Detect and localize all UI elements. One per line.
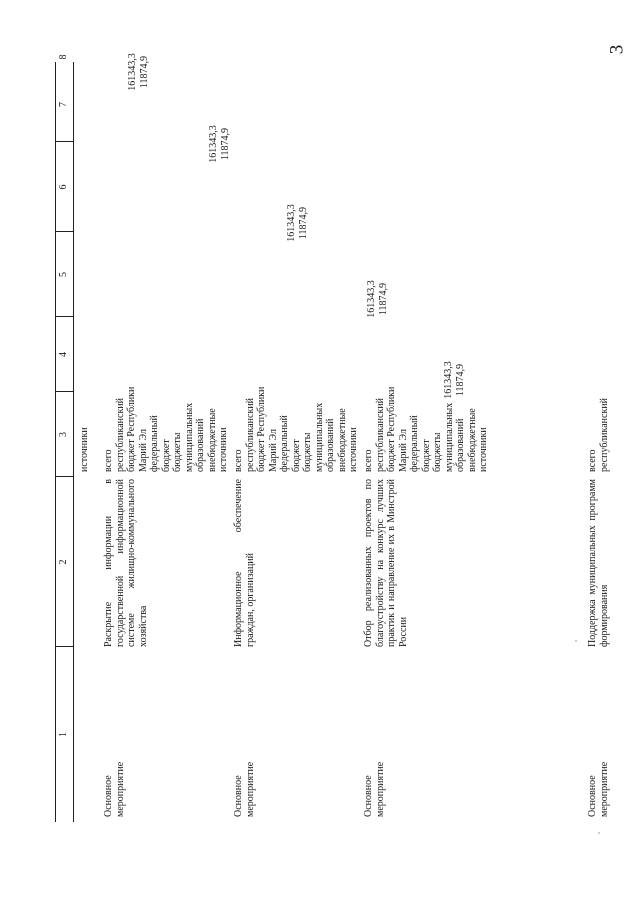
- value-col-7: 161343,3 11874,9: [208, 125, 231, 163]
- column-header-8: 8: [58, 54, 69, 60]
- funding-sources: всего республиканский бюджет Республики Марий Эл федеральный бюджет бюджеты муниципальных образований внебюджетные источники: [233, 386, 359, 472]
- header-bottom-border: [73, 62, 74, 822]
- column-header-5: 5: [58, 272, 69, 277]
- carryover-text: источники: [79, 427, 90, 472]
- column-header-1: 1: [58, 732, 69, 737]
- scan-speck: [598, 832, 600, 834]
- value-col-8: 161343,3 11874,9: [127, 53, 150, 91]
- row-name: Раскрытие информации в государственной информационной системе жилищно-коммунального хозяйства: [103, 479, 149, 647]
- funding-table: [55, 53, 639, 822]
- page-number: 3: [606, 44, 628, 55]
- column-header-4: 4: [58, 352, 69, 357]
- funding-sources-partial: всего республиканский: [587, 397, 610, 472]
- funding-sources: всего республиканский бюджет Республики Марий Эл федеральный бюджет бюджеты муниципальных образований внебюджетные источники: [103, 386, 229, 472]
- row-type: Основное мероприятие: [587, 761, 610, 817]
- value-col-5: 161343,3 11874,9: [366, 280, 389, 318]
- row-type: Основное мероприятие: [233, 761, 256, 817]
- row-type: Основное мероприятие: [363, 761, 386, 817]
- scan-speck: [575, 640, 577, 642]
- column-header-6: 6: [58, 184, 69, 190]
- row-name: Информационное обеспечение граждан, организаций: [233, 479, 256, 647]
- column-header-7: 7: [58, 102, 69, 107]
- row-name: Поддержка муниципальных программ формирования: [587, 479, 610, 647]
- value-col-4: 161343,3 11874,9: [443, 361, 466, 399]
- column-header-2: 2: [58, 559, 69, 565]
- funding-sources: всего республиканский бюджет Республики Марий Эл федеральный бюджет бюджеты муниципальных образований внебюджетные источники: [363, 386, 489, 472]
- value-col-6: 161343,3 11874,9: [286, 204, 309, 242]
- row-name: Отбор реализованных проектов по благоустройству на конкурс лучших практик и направление их в Минстрой России: [363, 479, 409, 647]
- column-header-3: 3: [58, 432, 69, 437]
- row-type: Основное мероприятие: [103, 761, 126, 817]
